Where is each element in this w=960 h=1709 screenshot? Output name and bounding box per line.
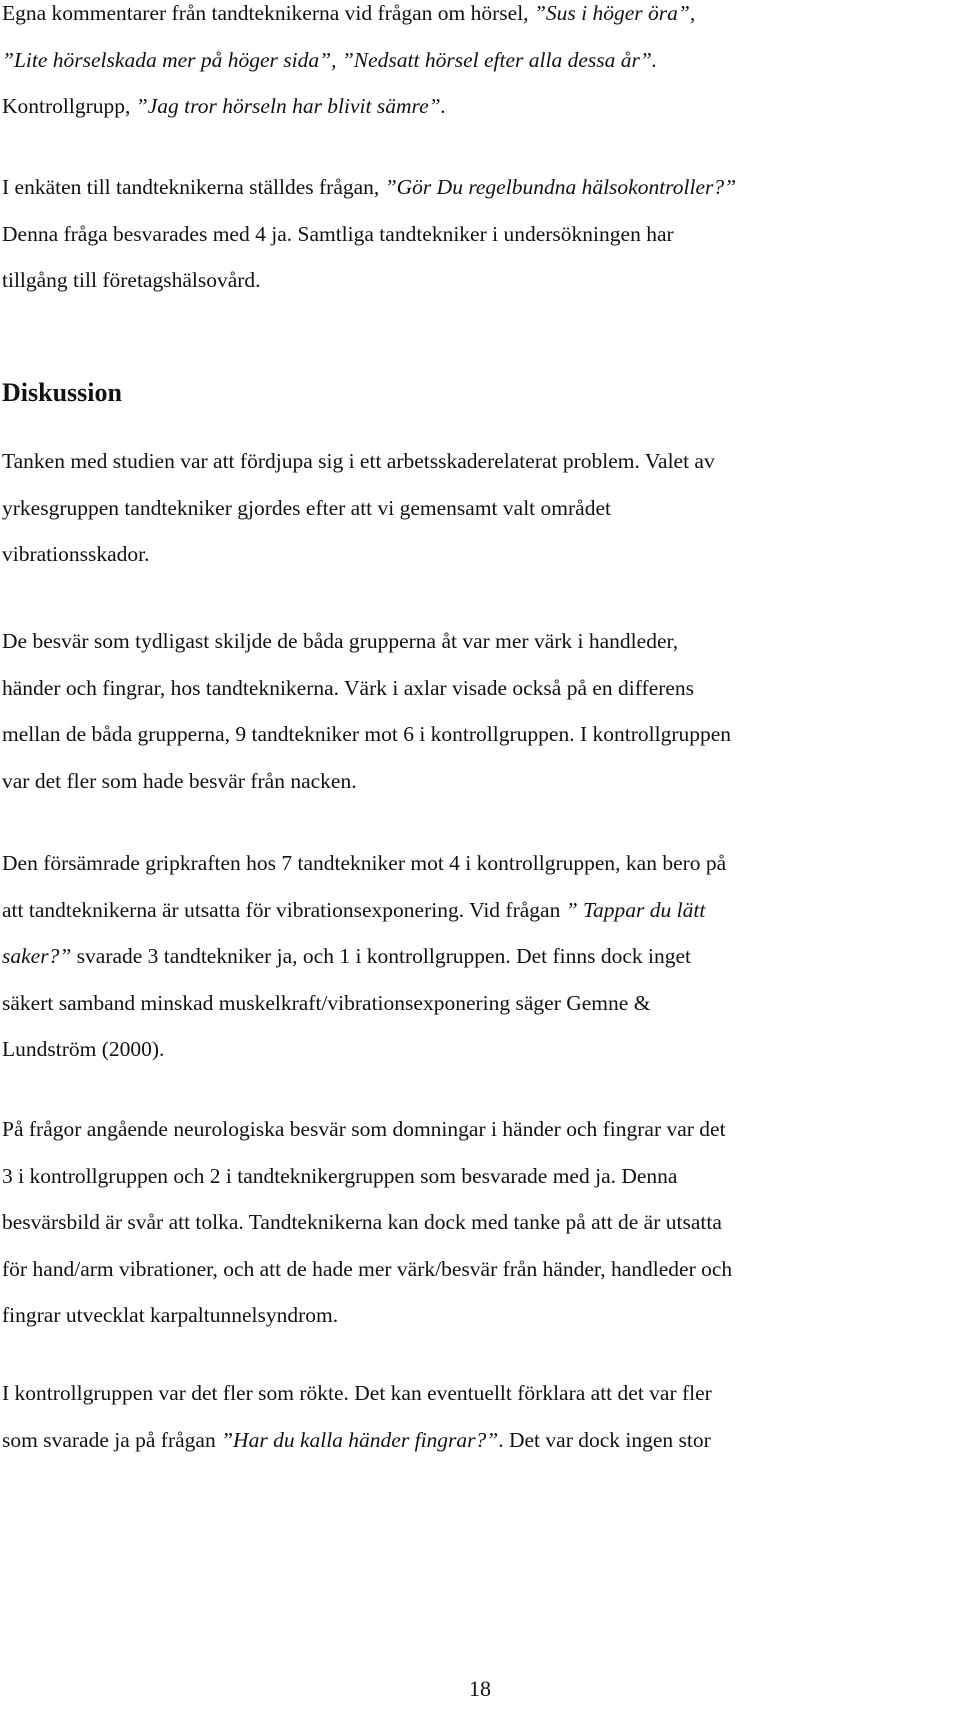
text-run: var det fler som hade besvär från nacken. bbox=[2, 768, 357, 793]
text-line bbox=[2, 1026, 954, 1073]
text-line bbox=[2, 1417, 954, 1464]
text-line bbox=[2, 758, 954, 805]
text-line bbox=[2, 1199, 954, 1246]
text-line bbox=[2, 211, 954, 258]
text-line bbox=[2, 665, 954, 712]
page-number: 18 bbox=[469, 1676, 491, 1701]
text-line bbox=[2, 257, 954, 304]
italic-quote: saker?” bbox=[2, 944, 72, 968]
text-run: mellan de båda grupperna, 9 tandtekniker mot 6 i kontrollgruppen. I kontrollgruppen bbox=[2, 722, 732, 746]
paragraph-hearing-comments bbox=[2, 0, 954, 130]
text-run: säkert samband minskad muskelkraft/vibrationsexponering säger Gemne & bbox=[2, 990, 651, 1015]
text-line bbox=[2, 164, 954, 211]
italic-quote: ”Lite hörselskada mer på höger sida”, ”Nedsatt hörsel efter alla dessa år”. bbox=[2, 47, 658, 72]
text-run: Egna kommentarer från tandteknikerna vid frågan om hörsel, bbox=[2, 1, 534, 25]
text-run: I enkäten till tandteknikerna ställdes frågan, bbox=[2, 175, 385, 199]
text-line bbox=[2, 980, 954, 1027]
italic-quote: ”Har du kalla händer fingrar?” bbox=[221, 1427, 499, 1452]
text-run: Denna fråga besvarades med 4 ja. Samtliga tandtekniker i undersökningen har bbox=[2, 221, 674, 246]
text-run: . Det var dock ingen stor bbox=[498, 1427, 711, 1452]
paragraph-health-checks bbox=[2, 164, 954, 304]
text-line bbox=[2, 0, 954, 37]
text-run: att tandteknikerna är utsatta för vibrationsexponering. Vid frågan bbox=[2, 897, 566, 922]
text-line bbox=[2, 618, 954, 665]
section-heading: Diskussion bbox=[2, 378, 122, 407]
text-line bbox=[2, 1370, 954, 1417]
text-line bbox=[2, 1153, 954, 1200]
paragraph-smoking bbox=[2, 1370, 954, 1463]
text-run: I kontrollgruppen var det fler som rökte. Det kan eventuellt förklara att det var fler bbox=[2, 1381, 712, 1405]
text-run: Den försämrade gripkraften hos 7 tandtekniker mot 4 i kontrollgruppen, kan bero på bbox=[2, 851, 727, 875]
text-run: yrkesgruppen tandtekniker gjordes efter att vi gemensamt valt området bbox=[2, 495, 611, 520]
text-line bbox=[2, 531, 954, 578]
text-run: som svarade ja på frågan bbox=[2, 1427, 222, 1452]
text-run: 3 i kontrollgruppen och 2 i tandteknikergruppen som besvarade med ja. Denna bbox=[2, 1163, 678, 1188]
text-line bbox=[2, 83, 954, 130]
text-run: Lundström (2000). bbox=[2, 1037, 165, 1061]
text-line bbox=[2, 1292, 954, 1339]
text-line bbox=[2, 1246, 954, 1293]
text-run: De besvär som tydligast skiljde de båda grupperna åt var mer värk i handleder, bbox=[2, 629, 679, 653]
paragraph-symptoms bbox=[2, 618, 954, 804]
text-run: händer och fingrar, hos tandteknikerna. Värk i axlar visade också på en differens bbox=[2, 675, 695, 700]
text-run: På frågor angående neurologiska besvär som domningar i händer och fingrar var det bbox=[2, 1117, 726, 1141]
text-run: Kontrollgrupp, bbox=[2, 94, 136, 118]
text-run: för hand/arm vibrationer, och att de hade mer värk/besvär från händer, handleder och bbox=[2, 1256, 733, 1281]
text-line bbox=[2, 887, 954, 934]
text-line bbox=[2, 438, 954, 485]
text-line bbox=[2, 485, 954, 532]
italic-quote: ”Jag tror hörseln har blivit sämre”. bbox=[135, 94, 446, 118]
text-run: besvärsbild är svår att tolka. Tandteknikerna kan dock med tanke på att de är utsatta bbox=[2, 1210, 722, 1234]
text-run: Tanken med studien var att fördjupa sig i ett arbetsskaderelaterat problem. Valet av bbox=[2, 449, 715, 473]
italic-quote: ”Gör Du regelbundna hälsokontroller?” bbox=[384, 175, 737, 199]
text-line bbox=[2, 711, 954, 758]
text-line bbox=[2, 37, 954, 84]
text-run: svarade 3 tandtekniker ja, och 1 i kontrollgruppen. Det finns dock inget bbox=[71, 944, 692, 968]
text-line bbox=[2, 1106, 954, 1153]
paragraph-grip-strength bbox=[2, 840, 954, 1073]
text-run: tillgång till företagshälsovård. bbox=[2, 268, 261, 292]
italic-quote: ” Tappar du lätt bbox=[565, 897, 706, 922]
text-run: fingrar utvecklat karpaltunnelsyndrom. bbox=[2, 1303, 339, 1327]
paragraph-study-aim bbox=[2, 438, 954, 578]
paragraph-neurological bbox=[2, 1106, 954, 1339]
text-line bbox=[2, 840, 954, 887]
italic-quote: ”Sus i höger öra”, bbox=[533, 1, 696, 25]
text-line bbox=[2, 933, 954, 980]
text-run: vibrationsskador. bbox=[2, 542, 150, 566]
